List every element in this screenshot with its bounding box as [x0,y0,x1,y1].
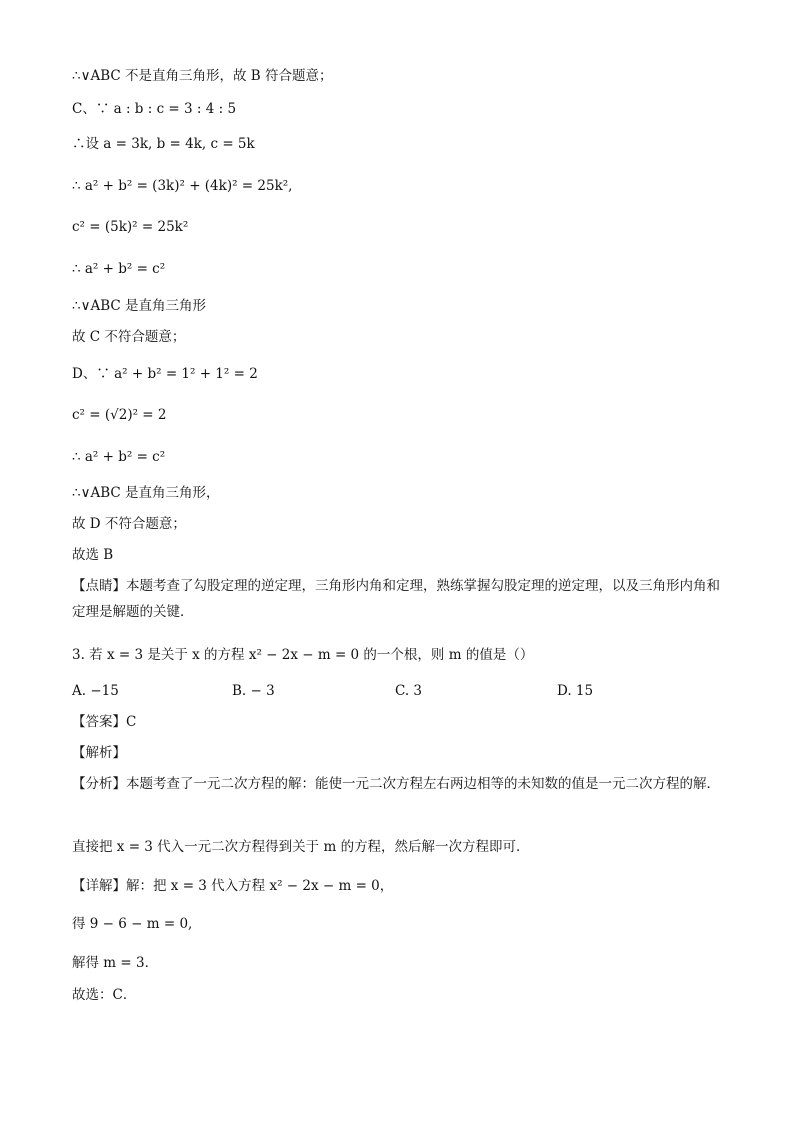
answer-label: 【答案】C [72,714,137,730]
text-line: 【详解】解：把 x = 3 代入方程 x² − 2x − m = 0， [72,878,394,894]
analysis-label: 【解析】 [72,745,126,761]
text-line: D、∵ a² + b² = 1² + 1² = 2 [72,366,258,382]
text-line: c² = (5k)² = 25k² [72,219,189,235]
analysis-paragraph: 【分析】本题考查了一元二次方程的解：能使一元二次方程左右两边相等的未知数的值是一元二次方程的解． [72,776,720,792]
text-line: 直接把 x = 3 代入一元二次方程得到关于 m 的方程，然后解一次方程即可． [72,839,530,855]
key-point-paragraph: 【点睛】本题考查了勾股定理的逆定理，三角形内角和定理，熟练掌握勾股定理的逆定理，以及三角形内角和定理是解题的关键． [72,578,720,620]
text-line: 故 C 不符合题意； [72,329,186,345]
question-stem: 3. 若 x = 3 是关于 x 的方程 x² − 2x − m = 0 的一个根，则 m 的值是（） [72,647,534,663]
text-line: 故 D 不符合题意； [72,516,186,532]
text-line: 故选：C． [72,987,137,1003]
text-line: ∴ a² + b² = c² [72,261,166,277]
text-line: ∴∨ABC 不是直角三角形，故 B 符合题意； [72,68,333,84]
choice-d: D. 15 [557,683,594,699]
choice-c: C. 3 [395,683,423,699]
text-line: 解得 m = 3． [72,955,159,971]
text-line: 故选 B [72,547,114,563]
text-line: c² = (√2)² = 2 [72,407,167,423]
text-line: ∴设 a = 3k, b = 4k, c = 5k [72,136,255,152]
text-line: 得 9 − 6 − m = 0, [72,916,193,932]
text-line: C、∵ a : b : c = 3 : 4 : 5 [72,101,237,117]
text-line: ∴∨ABC 是直角三角形 [72,298,207,314]
text-line: ∴∨ABC 是直角三角形， [72,485,220,501]
choice-a: A. −15 [72,683,119,699]
text-line: ∴ a² + b² = c² [72,449,166,465]
text-line: ∴ a² + b² = (3k)² + (4k)² = 25k², [72,178,293,194]
choice-b: B. − 3 [232,683,275,699]
